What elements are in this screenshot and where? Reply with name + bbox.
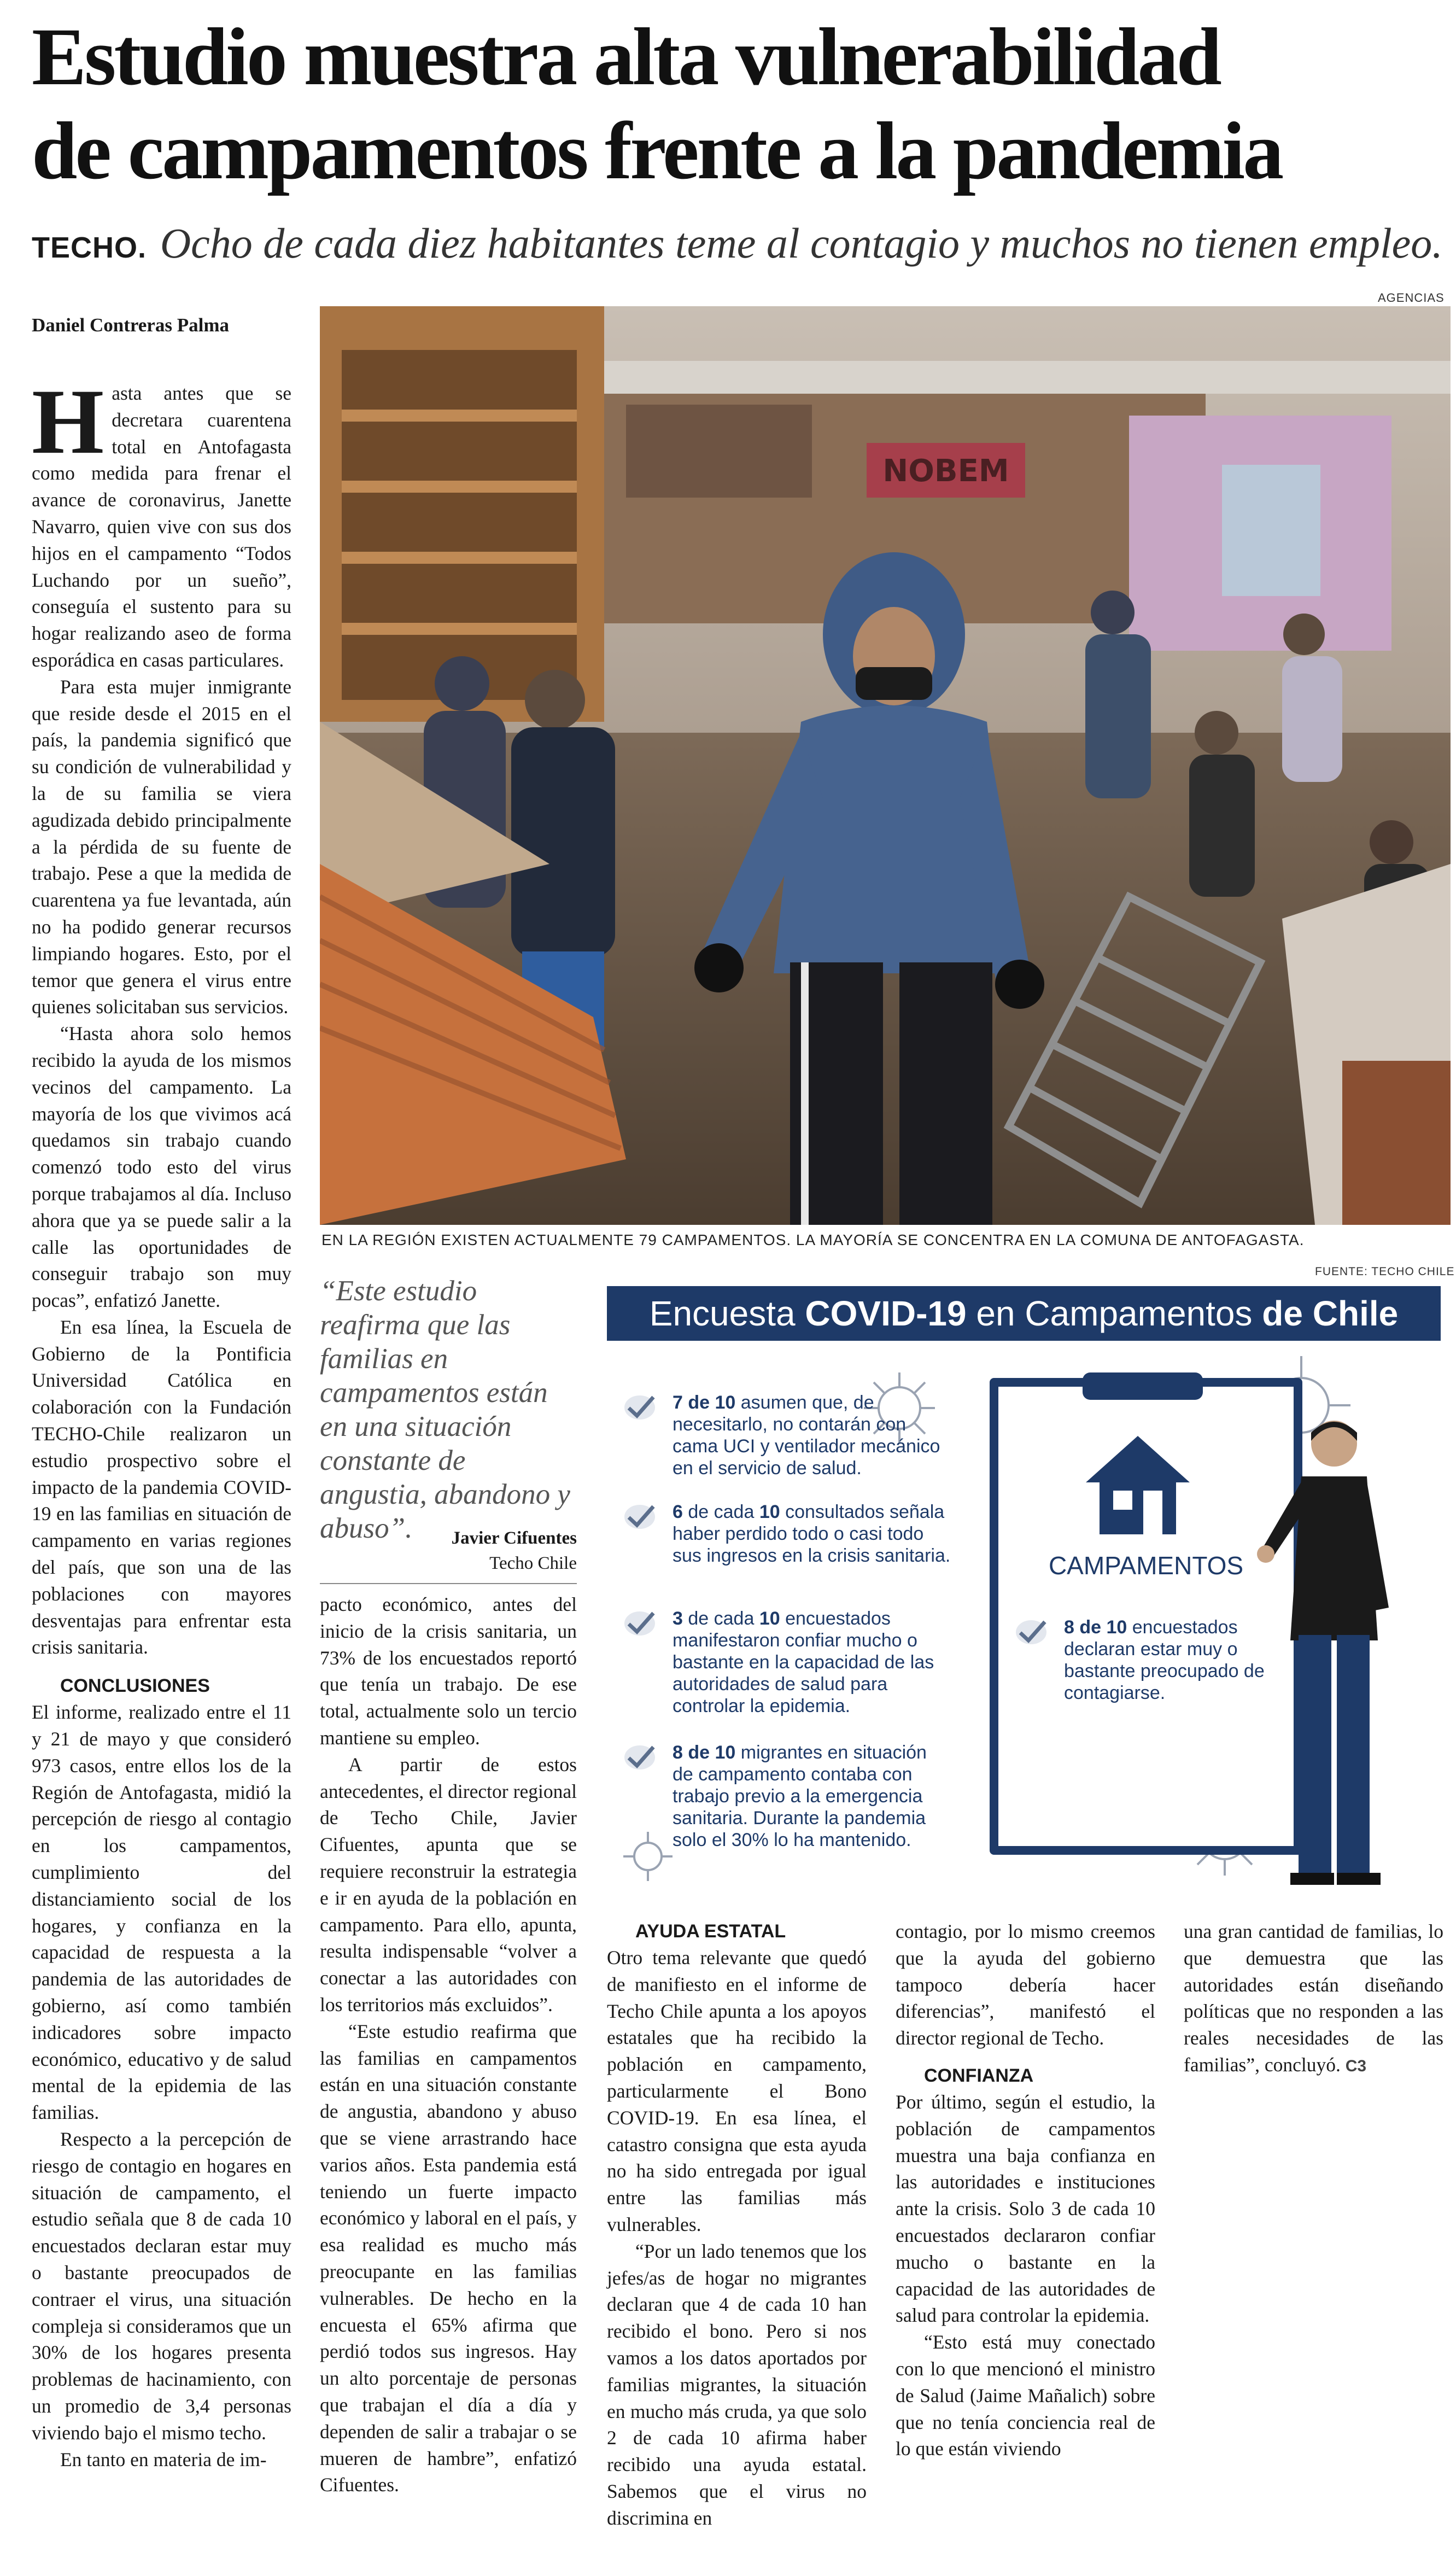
infographic (607, 1274, 1451, 1900)
stat-value: 3 (673, 1608, 683, 1629)
subhead-ayuda-estatal: AYUDA ESTATAL (635, 1921, 786, 1942)
infographic-title-mid: en Campamentos (966, 1294, 1262, 1333)
col1-paragraph-6: Respecto a la percepción de riesgo de contagio en hogares en situación de campamento, el estudio señala que 8 de cada 10 encuestados declaran estar muy o bastante preocupados de contraer el virus, una situación compleja si consideramos que un 30% de los hogares presenta problemas de hacinamiento, con un promedio de 3,4 personas viviendo bajo el mismo techo. (32, 2128, 291, 2444)
col1-paragraph-7: En tanto en materia de im- (60, 2448, 267, 2470)
stat-value-2: 10 (759, 1608, 780, 1629)
clipboard-stat-text: encuestados declaran estar muy o bastante preocupado de contagiarse. (1064, 1617, 1265, 1703)
headline-line-1: Estudio muestra alta vulnerabilidad (32, 11, 1220, 102)
col4-paragraph-3: “Esto está muy conectado con lo que mencionó el ministro de Salud (Jaime Mañalich) sobre que no tenía conciencia real de lo que están viviendo (896, 2331, 1155, 2460)
photo-credit: AGENCIAS (1378, 291, 1445, 305)
stat-value: 6 (673, 1502, 683, 1522)
stat-item-2 (623, 1501, 951, 1567)
column-3 (607, 1918, 867, 2532)
column-5 (1184, 1918, 1443, 2080)
stat-value: 8 de 10 (673, 1742, 736, 1763)
stat-text-pre: de cada (682, 1608, 759, 1629)
clipboard-stat (1015, 1616, 1277, 1704)
check-icon (623, 1744, 656, 1771)
col5-paragraph-1 (1184, 1918, 1443, 2080)
stat-text: encuestados manifestaron confiar mucho o bastante en la capacidad de las autoridades de salud para controlar la epidemia. (673, 1608, 934, 1716)
col5-text: una gran cantidad de familias, lo que demuestra que las autoridades están diseñando políticas que no responden a las reales necesidades de las familias”, concluyó. (1184, 1920, 1443, 2076)
stat-text: consultados señala haber perdido todo o casi todo sus ingresos en la crisis sanitaria. (673, 1502, 951, 1566)
check-icon (623, 1503, 656, 1531)
infographic-source: FUENTE: TECHO CHILE (1315, 1265, 1455, 1278)
stat-text: asumen que, de necesitarlo, no contarán con cama UCI y ventilador mecánico en el servicio de salud. (673, 1392, 940, 1479)
subhead-confianza: CONFIANZA (924, 2065, 1034, 2086)
clipboard-clip (1083, 1372, 1203, 1400)
stat-text: migrantes en situación de campamento contaba con trabajo previo a la emergencia sanitaria. Durante la pandemia solo el 30% lo ha mantenido. (673, 1742, 927, 1850)
clipboard-stat-value: 8 de 10 (1064, 1617, 1127, 1638)
pull-quote-author: Javier Cifuentes (451, 1528, 577, 1548)
col1-paragraph-3: “Hasta ahora solo hemos recibido la ayuda de los mismos vecinos del campamento. La mayoría de los que vivimos acá quedamos sin trabajo cuando comenzó todo esto del virus porque trabajamos al día. Incluso ahora que ya se puede salir a la calle las oportunidades de conseguir trabajo son muy pocas”, enfatizó Janette. (32, 1023, 291, 1312)
stat-item-3 (623, 1608, 951, 1717)
stat-value: 7 de 10 (673, 1392, 736, 1413)
headline-line-2: de campamentos frente a la pandemia (32, 106, 1282, 196)
stat-item-1 (623, 1392, 951, 1479)
check-icon (1015, 1619, 1048, 1646)
clipboard-title: CAMPAMENTOS (1048, 1551, 1244, 1580)
infographic-title (607, 1286, 1441, 1341)
column-1 (32, 370, 291, 2473)
col4-paragraph-2: Por último, según el estudio, la población de campamentos muestra una baja confianza en las autoridades e instituciones ante la crisis. Solo 3 de cada 10 encuestados declararon confiar mucho o bastante en la capacidad de las autoridades de salud para controlar la epidemia. (896, 2090, 1155, 2327)
col3-paragraph-2: “Por un lado tenemos que los jefes/as de hogar no migrantes declaran que 4 de cada 10 han recibido el bono. Pero si nos vamos a los datos aportados por familias migrantes, la situación en mucho más cruda, ya que solo 2 de cada 10 afirma haber recibido una ayuda estatal. Sabemos que el virus no discrimina en (607, 2240, 867, 2529)
photo-illustration (320, 306, 1451, 1225)
col2-paragraph-2: A partir de estos antecedentes, el director regional de Techo Chile, Javier Cifuentes, apunta que se requiere reconstruir la estrategia e ir en ayuda de la población en campamento. Para ello, apunta, resulta indispensable “volver a conectar a las autoridades con los territorios más excluidos”. (320, 1753, 577, 2016)
byline: Daniel Contreras Palma (32, 314, 229, 336)
house-icon (1080, 1430, 1195, 1540)
stat-text-pre: de cada (682, 1502, 759, 1522)
stat-item-4 (623, 1742, 951, 1851)
drop-cap: H (32, 370, 104, 473)
col4-paragraph-1: contagio, por lo mismo creemos que la ayuda del gobierno tampoco debería hacer diferencias”, manifestó el director regional de Techo. (896, 1920, 1155, 2049)
subheadline (32, 216, 1442, 275)
check-icon (623, 1610, 656, 1637)
col1-paragraph-5: El informe, realizado entre el 11 y 21 de mayo y que consideró 973 casos, entre ellos los de la Región de Antofagasta, midió la percepción de riesgo al contagio en los campamentos, cumplimiento del distanciamiento social de los hogares, y confianza en la capacidad de respuesta a la pandemia de las autoridades de gobierno, así como también indicadores sobre impacto económico, educativo y de salud mental de la epidemia de las familias. (32, 1701, 291, 2124)
kicker: TECHO. (32, 231, 147, 264)
man-figure (1252, 1411, 1416, 1892)
photo-caption: EN LA REGIÓN EXISTEN ACTUALMENTE 79 CAMPAMENTOS. LA MAYORÍA SE CONCENTRA EN LA COMUNA DE ANTOFAGASTA. (321, 1231, 1305, 1248)
headline (32, 10, 1431, 198)
sign-text: NOBEM (882, 453, 1009, 489)
col3-paragraph-1: Otro tema relevante que quedó de manifiesto en el informe de Techo Chile apunta a los apoyos estatales que ha recibido la población en campamento, particularmente el Bono COVID-19. En esa línea, el catastro consigna que esta ayuda no ha sido entregada por igual entre las familias más vulnerables. (607, 1947, 867, 2235)
stat-value-2: 10 (759, 1502, 780, 1522)
pull-quote-org: Techo Chile (489, 1553, 577, 1573)
pull-quote: “Este estudio reafirma que las familias en campamentos están en una situación constante de angustia, abandono y abuso”. (320, 1275, 570, 1544)
infographic-title-pre: Encuesta (649, 1294, 805, 1333)
col1-paragraph-2: Para esta mujer inmigrante que reside desde el 2015 en el país, la pandemia significó que su condición de vulnerabilidad y la de su familia se viera agudizada debido principalmente a la pérdida de su fuente de trabajo. Pese a que la medida de cuarentena ya fue levantada, aún no ha podido generar recursos limpiando hogares. Esto, por el temor que genera el virus entre quienes solicitaban sus servicios. (32, 675, 291, 1018)
end-mark: C3 (1345, 2057, 1367, 2075)
check-icon (623, 1394, 656, 1421)
infographic-title-bold: COVID-19 (805, 1294, 967, 1333)
col1-paragraph-4: En esa línea, la Escuela de Gobierno de la Pontificia Universidad Católica en colaboración con la Fundación TECHO-Chile realizaron un estudio prospectivo sobre el impacto de la pandemia COVID-19 en las familias en situación de campamento en varias regiones del país, que son una de las poblaciones con mayores desventajas para enfrentar esta crisis sanitaria. (32, 1316, 291, 1658)
divider (320, 1583, 577, 1584)
col2-paragraph-1: pacto económico, antes del inicio de la crisis sanitaria, un 73% de los encuestados reportó que tenía un trabajo. De ese total, actualmente solo un tercio mantiene su empleo. (320, 1593, 577, 1749)
col1-paragraph-1: asta antes que se decretara cuarentena total en Antofagasta como medida para frenar el avance de coronavirus, Janette Navarro, quien vive con sus dos hijos en el campamento “Todos Luchando por un sueño”, conseguía el sustento para su hogar realizando aseo de forma esporádica en casas particulares. (32, 382, 291, 671)
col2-paragraph-3: “Este estudio reafirma que las familias en campamentos están en una situación constante de angustia, abandono y abuso que se viene arrastrando hace varios años. Esta pandemia está teniendo un fuerte impacto económico y laboral en el país, y esa realidad es mucho más preocupante en las familias vulnerables. De hecho en la encuesta el 65% afirma que perdió todos sus ingresos. Hay un alto porcentaje de personas que trabajan el día a día y dependen de salir a trabajar o se mueren de hambre”, enfatizó Cifuentes. (320, 2020, 577, 2496)
subhead-conclusiones: CONCLUSIONES (60, 1675, 210, 1697)
column-2 (320, 1591, 577, 2498)
deck: Ocho de cada diez habitantes teme al contagio y muchos no tienen empleo. (160, 219, 1443, 267)
photo (320, 306, 1451, 1225)
column-4 (896, 1918, 1155, 2462)
pull-quote-attribution (383, 1526, 577, 1576)
infographic-title-end: de Chile (1262, 1294, 1399, 1333)
